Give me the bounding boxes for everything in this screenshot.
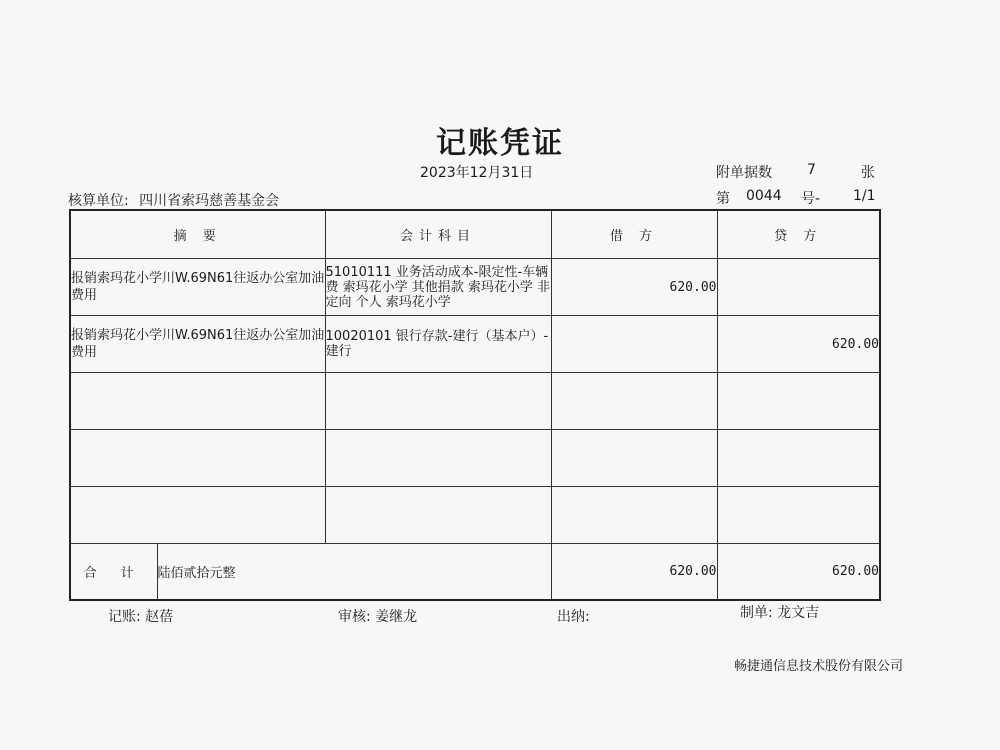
reviewer-label: 审核:	[338, 609, 371, 625]
header-debit: 借 方	[551, 210, 717, 259]
reviewer	[338, 606, 417, 626]
preparer	[740, 602, 819, 622]
total-credit: 620.00	[717, 544, 880, 600]
row-credit	[717, 430, 880, 487]
row-account	[325, 373, 551, 430]
row-debit	[551, 430, 717, 487]
attachments-label: 附单据数	[716, 165, 772, 181]
voucher-no-suffix: 号-	[801, 191, 821, 207]
attachments-count: 7	[807, 162, 816, 178]
bookkeeper-name: 赵蓓	[145, 609, 174, 625]
table-row	[70, 259, 880, 316]
preparer-label: 制单:	[740, 605, 773, 621]
accounting-unit-label: 核算单位:	[68, 193, 129, 209]
accounting-unit-value: 四川省索玛慈善基金会	[139, 193, 280, 209]
header-account: 会计科目	[325, 210, 551, 259]
attachments-unit: 张	[861, 165, 875, 181]
row-credit	[717, 487, 880, 544]
row-credit	[717, 259, 880, 316]
table-header	[70, 210, 880, 259]
total-debit: 620.00	[551, 544, 717, 600]
table-row	[70, 373, 880, 430]
table-row	[70, 430, 880, 487]
preparer-name: 龙文吉	[777, 605, 820, 621]
bookkeeper-label: 记账:	[108, 609, 141, 625]
row-summary	[70, 373, 325, 430]
row-summary	[70, 487, 325, 544]
row-account	[325, 430, 551, 487]
voucher-no-number: 0044	[746, 188, 782, 204]
row-debit: 620.00	[551, 259, 717, 316]
cashier	[557, 606, 590, 626]
software-company: 畅捷通信息技术股份有限公司	[734, 659, 904, 674]
total-label: 合 计	[70, 544, 157, 600]
voucher-date: 2023年12月31日	[420, 165, 534, 181]
row-account: 10020101 银行存款-建行（基本户）-建行	[325, 316, 551, 373]
header-summary: 摘 要	[70, 210, 325, 259]
row-credit	[717, 373, 880, 430]
row-account	[325, 487, 551, 544]
table-row	[70, 316, 880, 373]
row-summary: 报销索玛花小学川W.69N61往返办公室加油费用	[70, 316, 325, 373]
header-credit: 贷 方	[717, 210, 880, 259]
row-debit	[551, 316, 717, 373]
row-debit	[551, 487, 717, 544]
voucher-no-prefix: 第	[716, 191, 730, 207]
row-debit	[551, 373, 717, 430]
row-summary: 报销索玛花小学川W.69N61往返办公室加油费用	[70, 259, 325, 316]
voucher-table	[69, 209, 881, 601]
cashier-label: 出纳:	[557, 609, 590, 625]
total-amount-words: 陆佰贰拾元整	[157, 544, 551, 600]
total-row	[70, 544, 880, 600]
row-credit: 620.00	[717, 316, 880, 373]
voucher-title: 记账凭证	[436, 126, 564, 161]
voucher-page-count: 1/1	[853, 188, 876, 204]
row-account: 51010111 业务活动成本-限定性-车辆费 索玛花小学 其他捐款 索玛花小学 非定向 个人 索玛花小学	[325, 259, 551, 316]
reviewer-name: 姜继龙	[375, 609, 418, 625]
bookkeeper	[108, 606, 173, 626]
accounting-unit	[68, 190, 279, 210]
row-summary	[70, 430, 325, 487]
table-row	[70, 487, 880, 544]
